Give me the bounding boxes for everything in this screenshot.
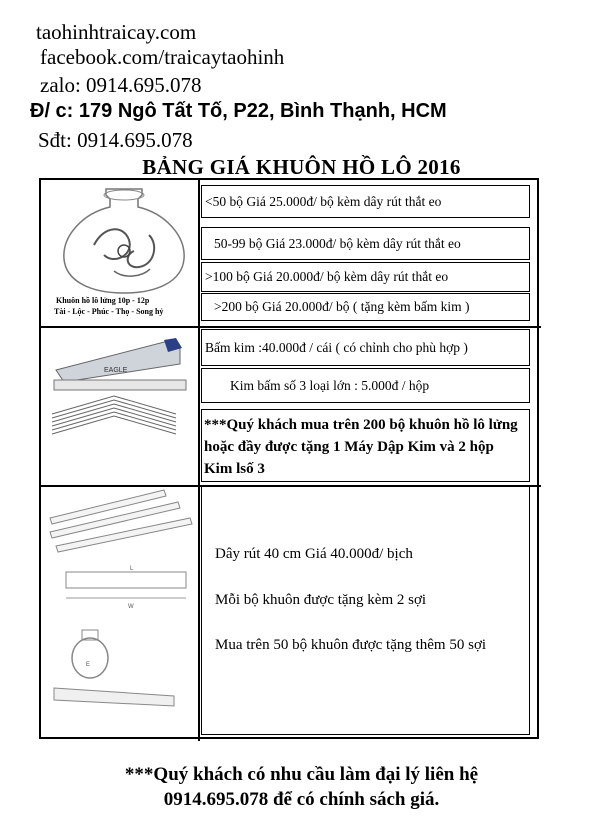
svg-text:EAGLE: EAGLE (104, 367, 128, 374)
facebook-text: facebook.com/traicaytaohinh (40, 45, 285, 69)
stapler-image (44, 332, 194, 442)
cable-tie-bonus: Mua trên 50 bộ khuôn được tặng thêm 50 sợi (215, 637, 487, 653)
promo-text: ***Quý khách mua trên 200 bộ khuôn hồ lô lửng hoặc đầy được tặng 1 Máy Dập Kim và 2 hộp Kim lsố 3 (204, 417, 518, 477)
price-row-1: <50 bộ Giá 25.000đ/ bộ kèm dây rút thắt eo (201, 185, 530, 218)
svg-text:E: E (86, 662, 91, 668)
price-row-3: >100 bộ Giá 20.000đ/ bộ kèm dây rút thắt eo (201, 262, 530, 292)
page-title: BẢNG GIÁ KHUÔN HỒ LÔ 2016 (142, 155, 461, 179)
gourd-mold-image (54, 185, 194, 297)
address-text: Đ/ c: 179 Ngô Tất Tố, P22, Bình Thạnh, HCM (30, 100, 447, 122)
column-divider (198, 180, 200, 741)
price-row-2: 50-99 bộ Giá 23.000đ/ bộ kèm dây rút thắt eo (201, 227, 530, 260)
footer-note (0, 762, 603, 812)
mold-caption-1: Khuôn hồ lô lửng 10p - 12p (56, 296, 150, 305)
cable-tie-price: Dây rút 40 cm Giá 40.000đ/ bịch (215, 546, 413, 562)
zalo-text: zalo: 0914.695.078 (40, 73, 202, 97)
cable-tie-image (44, 488, 196, 724)
phone-text: Sđt: 0914.695.078 (38, 128, 193, 152)
svg-text:W: W (128, 604, 134, 610)
footer-line-2: 0914.695.078 để có chính sách giá. (163, 789, 440, 810)
row-divider (41, 326, 541, 328)
mold-caption-2: Tài - Lộc - Phúc - Thọ - Song hỷ (54, 307, 164, 316)
price-row-4: >200 bộ Giá 20.000đ/ bộ ( tặng kèm bấm kim ) (201, 293, 530, 321)
staples-price: Kim bấm số 3 loại lớn : 5.000đ / hộp (201, 368, 530, 403)
cable-tie-gift: Mỗi bộ khuôn được tặng kèm 2 sợi (215, 592, 427, 608)
svg-text:L: L (130, 566, 134, 572)
website-text: taohinhtraicay.com (36, 20, 197, 44)
footer-line-1: ***Quý khách có nhu cầu làm đại lý liên hệ (124, 764, 479, 785)
stapler-price: Bấm kim :40.000đ / cái ( có chỉnh cho phù hợp ) (201, 329, 530, 366)
